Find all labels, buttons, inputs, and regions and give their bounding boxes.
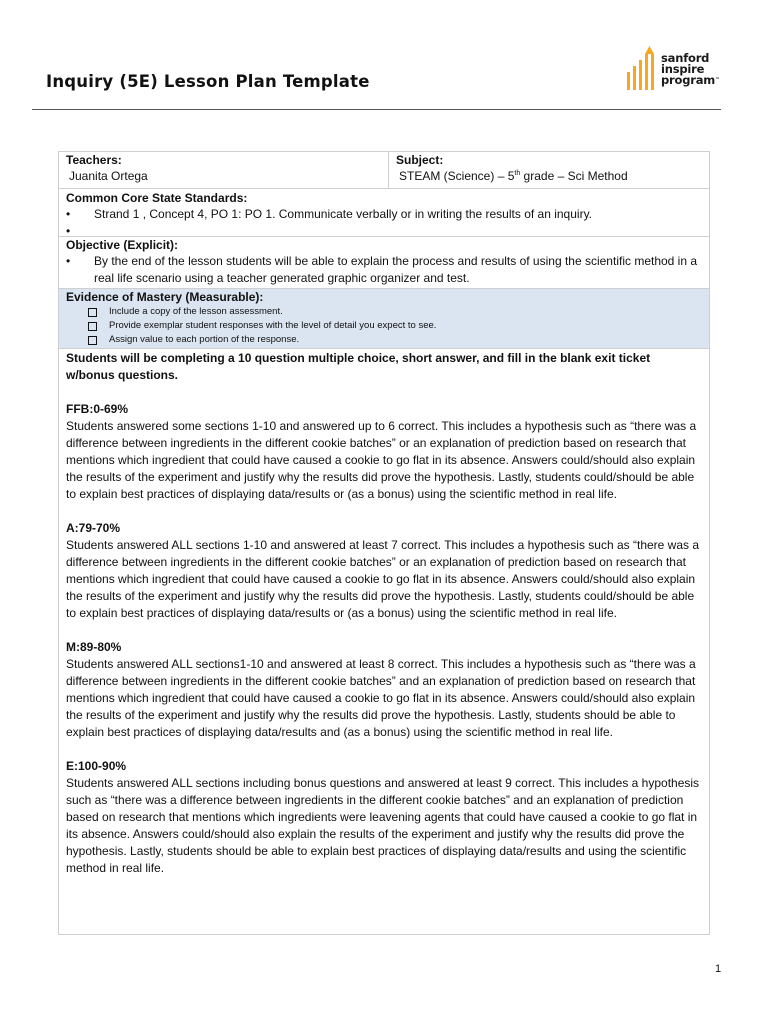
level-text: Students answered some sections 1-10 and answered up to 6 correct. This includes a hypothesis such as “there was a difference between ingredients in the different cookie batches” or an explanation of prediction based on research that mentions which ingredient that could have caused a cookie to go flat in its absence. Answers could/should also explain the results of the experiment and justify why the results did prove the hypothesis. Lastly, students could/should be able to explain best practices of displaying data/results or (as a bonus) using the scientific method in real life. bbox=[66, 419, 697, 501]
ccss-label: Common Core State Standards: bbox=[66, 191, 248, 205]
logo-bars-icon bbox=[626, 44, 660, 92]
page-title: Inquiry (5E) Lesson Plan Template bbox=[46, 72, 370, 91]
checkbox-icon bbox=[88, 308, 97, 317]
level-heading: FFB:0-69% bbox=[66, 402, 129, 416]
checklist-item: Include a copy of the lesson assessment. bbox=[66, 305, 702, 319]
subject-label: Subject: bbox=[396, 153, 444, 167]
lesson-plan-table bbox=[58, 151, 710, 935]
checkbox-icon bbox=[88, 322, 97, 331]
teachers-label: Teachers: bbox=[66, 153, 122, 167]
evidence-label: Evidence of Mastery (Measurable): bbox=[66, 290, 264, 304]
level-text: Students answered ALL sections 1-10 and answered at least 7 correct. This includes a hypothesis such as “there was a difference between ingredients in the different cookie batches” or an explanation of prediction based on research that mentions which ingredient that could have caused a cookie to go flat in its absence. Answers could/should also explain the results of the experiment and justify why the results did prove the hypothesis. Lastly, students could/should be able to explain best practices of displaying data/results or (as a bonus) using the scientific method in real life. bbox=[66, 538, 700, 620]
list-item: • bbox=[66, 224, 71, 238]
assessment-section bbox=[59, 349, 709, 934]
level-text: Students answered ALL sections including bonus questions and answered at least 9 correct. This includes a hypothesis such as “there was a difference between ingredients in the different cookie batches” and an explanation of prediction based on research that mentions which ingredients were leavening agents that could have caused a cookie to go flat in its absence. Answers could/should also explain the results of the experiment and justify why the results did prove the hypothesis. Lastly, students should be able to explain best practices of displaying data/results and using the scientific method in real life. bbox=[66, 776, 700, 875]
checkbox-icon bbox=[88, 336, 97, 345]
assessment-intro: Students will be completing a 10 question multiple choice, short answer, and fill in the blank exit ticket w/bonus questions. bbox=[66, 351, 651, 382]
list-item: • By the end of the lesson students will be able to explain the process and results of using the scientific method in a real life scenario using a teacher generated graphic organizer and test. bbox=[66, 254, 698, 285]
subject-cell bbox=[389, 152, 709, 188]
checklist-item: Assign value to each portion of the response. bbox=[66, 333, 702, 347]
ccss-section bbox=[59, 189, 709, 237]
checklist-item: Provide exemplar student responses with the level of detail you expect to see. bbox=[66, 319, 702, 333]
page-number: 1 bbox=[715, 963, 722, 975]
objective-section bbox=[59, 237, 709, 289]
sanford-inspire-logo bbox=[626, 44, 726, 94]
level-heading: E:100-90% bbox=[66, 759, 127, 773]
evidence-section bbox=[59, 289, 709, 349]
level-text: Students answered ALL sections1-10 and answered at least 8 correct. This includes a hypothesis such as “there was a difference between ingredients in the different cookie batches” and an explanation of prediction based on research that mentions which ingredient that could have caused a cookie to go flat in its absence. Answers could/should also explain the results of the experiment and justify why the results did prove the hypothesis. Lastly, students should be able to explain best practices of displaying data/results and (as a bonus) using the scientific method in real life. bbox=[66, 657, 696, 739]
teachers-value: Juanita Ortega bbox=[69, 169, 148, 183]
logo-wordmark: sanford inspire program™ bbox=[661, 51, 720, 87]
list-item: • Strand 1 , Concept 4, PO 1: PO 1. Communicate verbally or in writing the results of an inquiry. bbox=[66, 207, 593, 221]
teachers-cell bbox=[59, 152, 389, 188]
level-heading: M:89-80% bbox=[66, 640, 122, 654]
objective-label: Objective (Explicit): bbox=[66, 238, 179, 252]
subject-value: STEAM (Science) – 5th grade – Sci Method bbox=[399, 169, 628, 183]
header-divider bbox=[32, 109, 721, 110]
level-heading: A:79-70% bbox=[66, 521, 121, 535]
